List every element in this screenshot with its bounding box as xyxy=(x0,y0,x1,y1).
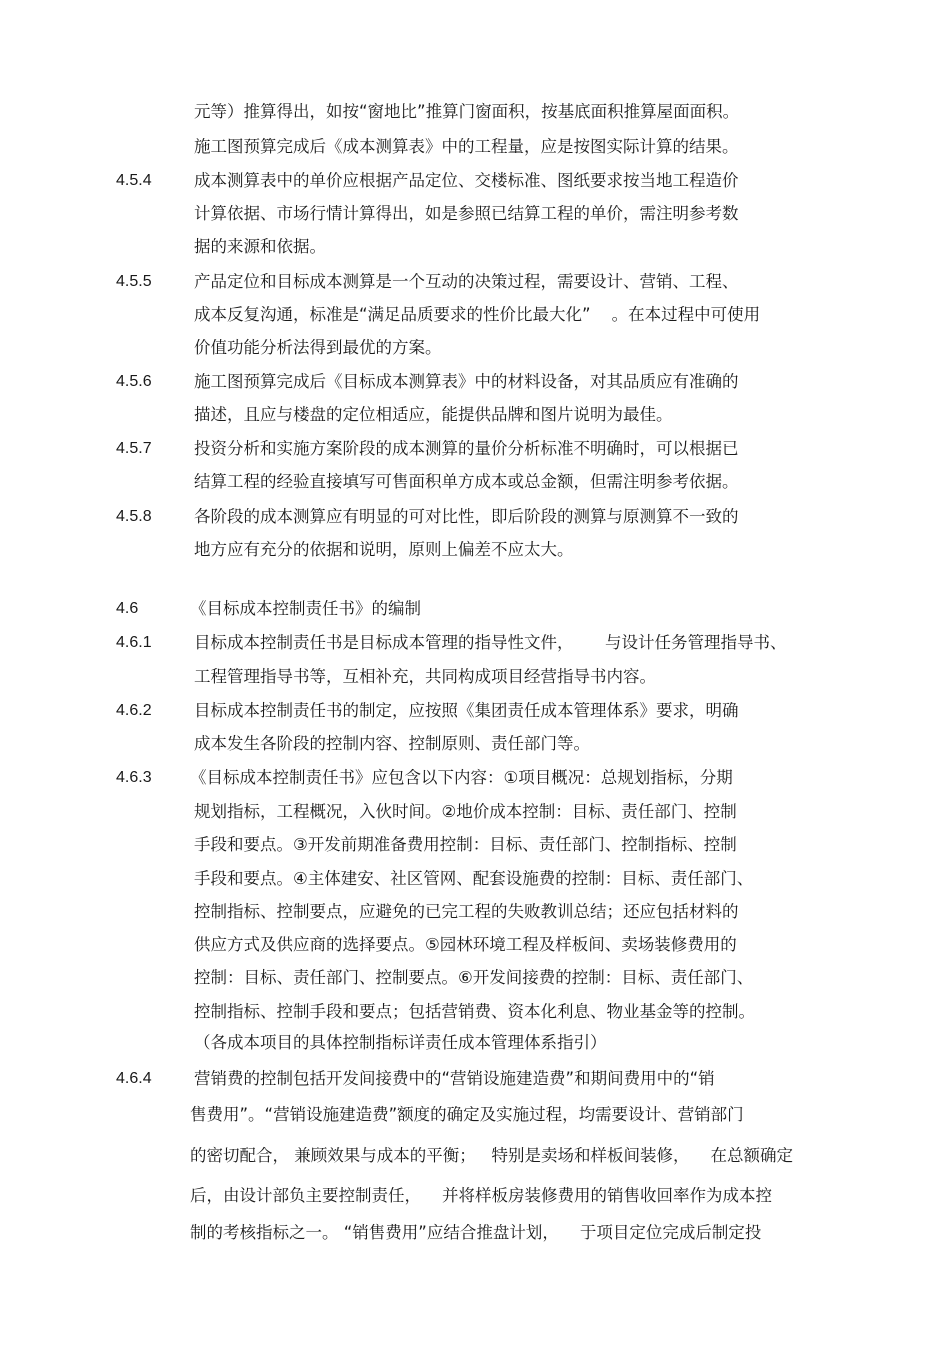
text-line: 规划指标，工程概况，入伙时间。②地价成本控制：目标、责任部门、控制 xyxy=(194,802,737,821)
text-line: 制的考核指标之一。 “销售费用”应结合推盘计划， 于项目定位完成后制定投 xyxy=(190,1223,762,1242)
section-number: 4.6 xyxy=(116,600,139,617)
text-line: 控制：目标、责任部门、控制要点。⑥开发间接费的控制：目标、责任部门、 xyxy=(194,968,754,987)
clause-number: 4.6.1 xyxy=(116,634,152,651)
clause-number: 4.6.3 xyxy=(116,769,152,786)
text-line: 据的来源和依据。 xyxy=(194,237,326,256)
text-line: 产品定位和目标成本测算是一个互动的决策过程，需要设计、营销、工程、 xyxy=(194,272,739,291)
text-line: 成本反复沟通，标准是“满足品质要求的性价比最大化” 。在本过程中可使用 xyxy=(194,305,761,324)
text-line: 手段和要点。④主体建安、社区管网、配套设施费的控制：目标、责任部门、 xyxy=(194,869,754,888)
text-line: 计算依据、市场行情计算得出，如是参照已结算工程的单价，需注明参考数 xyxy=(194,204,739,223)
text-line: 施工图预算完成后《成本测算表》中的工程量，应是按图实际计算的结果。 xyxy=(194,137,739,156)
text-line: 元等）推算得出，如按“窗地比”推算门窗面积，按基底面积推算屋面面积。 xyxy=(194,102,740,121)
clause-number: 4.5.4 xyxy=(116,172,152,189)
text-line: 结算工程的经验直接填写可售面积单方成本或总金额，但需注明参考依据。 xyxy=(194,472,739,491)
text-line: 目标成本控制责任书的制定，应按照《集团责任成本管理体系》要求，明确 xyxy=(194,701,739,720)
text-line: 地方应有充分的依据和说明，原则上偏差不应太大。 xyxy=(194,540,574,559)
text-line: 的密切配合， 兼顾效果与成本的平衡； 特别是卖场和样板间装修， 在总额确定 xyxy=(190,1146,793,1165)
clause-number: 4.6.2 xyxy=(116,702,152,719)
text-line: 成本发生各阶段的控制内容、控制原则、责任部门等。 xyxy=(194,734,590,753)
clause-number: 4.5.8 xyxy=(116,508,152,525)
clause-number: 4.6.4 xyxy=(116,1070,152,1087)
text-line: 投资分析和实施方案阶段的成本测算的量价分析标准不明确时，可以根据已 xyxy=(194,439,739,458)
clause-number: 4.5.6 xyxy=(116,373,152,390)
text-line: 营销费的控制包括开发间接费中的“营销设施建造费”和期间费用中的“销 xyxy=(194,1069,715,1088)
text-line: 《目标成本控制责任书》应包含以下内容：①项目概况：总规划指标，分期 xyxy=(190,768,733,787)
text-line: 成本测算表中的单价应根据产品定位、交楼标准、图纸要求按当地工程造价 xyxy=(194,171,739,190)
text-line: 目标成本控制责任书是目标成本管理的指导性文件， 与设计任务管理指导书、 xyxy=(194,633,787,652)
text-line: 各阶段的成本测算应有明显的可对比性，即后阶段的测算与原测算不一致的 xyxy=(194,507,739,526)
text-line: 控制指标、控制手段和要点；包括营销费、资本化利息、物业基金等的控制。 xyxy=(194,1002,755,1021)
text-line: 描述，且应与楼盘的定位相适应，能提供品牌和图片说明为最佳。 xyxy=(194,405,673,424)
text-line: 价值功能分析法得到最优的方案。 xyxy=(194,338,442,357)
text-line: 控制指标、控制要点，应避免的已完工程的失败教训总结；还应包括材料的 xyxy=(194,902,739,921)
text-line: 工程管理指导书等，互相补充，共同构成项目经营指导书内容。 xyxy=(194,667,656,686)
clause-number: 4.5.5 xyxy=(116,273,152,290)
text-line: 施工图预算完成后《目标成本测算表》中的材料设备，对其品质应有准确的 xyxy=(194,372,739,391)
text-line: 售费用”。“营销设施建造费”额度的确定及实施过程，均需要设计、营销部门 xyxy=(190,1105,744,1124)
section-title: 《目标成本控制责任书》的编制 xyxy=(190,599,421,618)
text-line: 手段和要点。③开发前期准备费用控制：目标、责任部门、控制指标、控制 xyxy=(194,835,737,854)
text-line: 供应方式及供应商的选择要点。⑤园林环境工程及样板间、卖场装修费用的 xyxy=(194,935,737,954)
text-line: 后，由设计部负主要控制责任， 并将样板房装修费用的销售收回率作为成本控 xyxy=(190,1186,772,1205)
text-line: （各成本项目的具体控制指标详责任成本管理体系指引） xyxy=(194,1033,607,1052)
clause-number: 4.5.7 xyxy=(116,440,152,457)
